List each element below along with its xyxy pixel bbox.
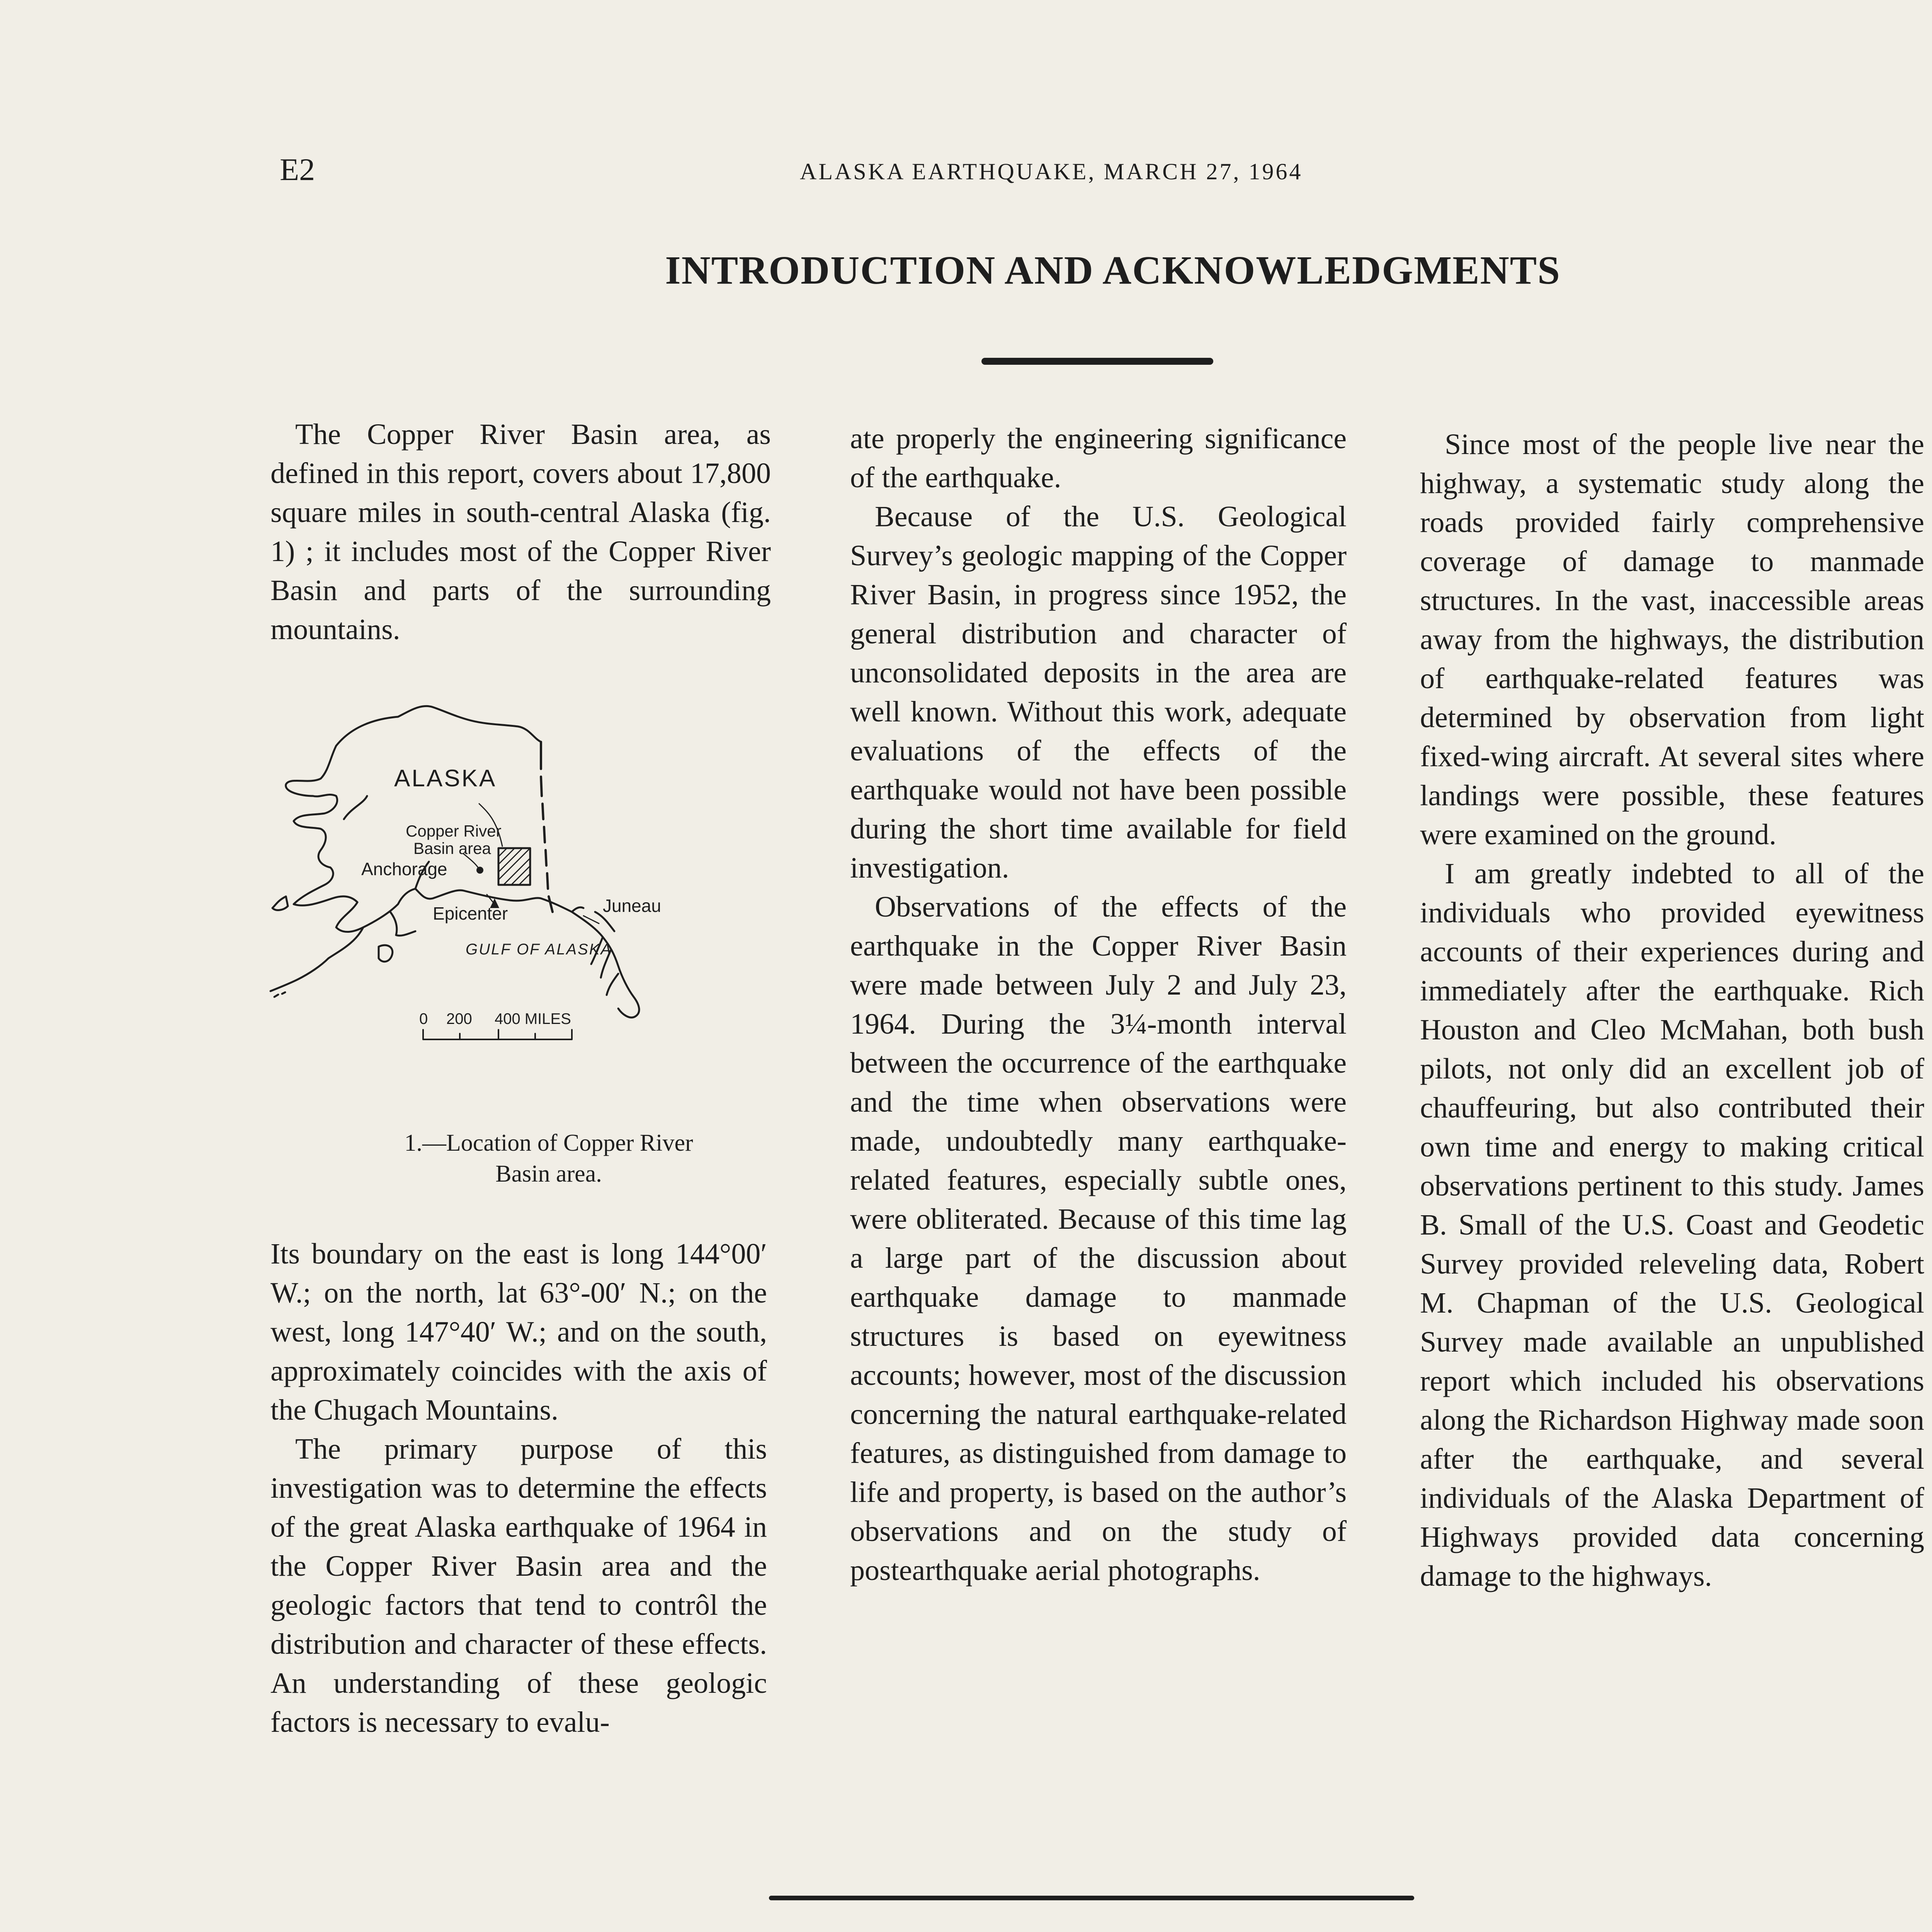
map-label-anchorage: Anchorage	[361, 859, 447, 879]
map-label-alaska: ALASKA	[394, 765, 497, 792]
title-rule	[981, 358, 1213, 365]
map-label-basin-line1: Copper River	[406, 822, 502, 840]
figure-caption	[294, 1128, 804, 1189]
scale-bar	[423, 1030, 572, 1039]
intro-column-2	[850, 419, 1347, 1590]
canada-border	[541, 742, 553, 912]
caption-line2: Basin area.	[495, 1161, 602, 1187]
figure-location-map	[263, 680, 781, 1097]
alaska-west-coast	[286, 746, 363, 932]
paragraph: I am greatly indebted to all of the individuals who provided eyewitness accounts of their experiences during and immediately after the earthquake. Rich Houston and Cleo McMahan, both bush pilots, not only did an excellent job of chauffeuring, but also contributed their own time and energy to making critical observations pertinent to this study. James B. Small of the U.S. Coast and Geodetic Survey provided releveling data, Robert M. Chapman of the U.S. Geological Survey made available an unpublished report which included his observations along the Richardson Highway made soon after the earthquake, and several individuals of the Alaska Department of Highways provided data concerning damage to the highways.	[1420, 857, 1924, 1592]
anchorage-marker	[476, 867, 483, 874]
paragraph: The primary purpose of this investigation was to determine the effects of the great Alaska earthquake of 1964 in the Copper River Basin area and the geologic factors that tend to contrôl the distribution and character of these effects. An understanding of these geologic factors is necessary to evalu-	[270, 1433, 767, 1738]
intro-column-1-top	[270, 415, 771, 649]
paragraph: Because of the U.S. Geological Survey’s geologic mapping of the Copper River Basin, in progress since 1952, the general distribution and character of unconsolidated deposits in the area are well known. Without this work, adequate evaluations of the effects of the earthquake would not have been possible during the short time available for field investigation.	[850, 500, 1347, 884]
map-label-gulf: GULF OF ALASKA	[466, 941, 612, 958]
scale-label-200: 200	[446, 1010, 472, 1027]
caption-line1: 1.—Location of Copper River	[404, 1130, 693, 1156]
alaska-peninsula	[270, 927, 363, 991]
paragraph: Its boundary on the east is long 144°00′ W.; on the north, lat 63°-00′ N.; on the west, long 147°40′ W.; and on the south, approximately coincides with the axis of the Chugach Mountains.	[270, 1238, 767, 1426]
section-divider-rule	[769, 1896, 1414, 1900]
paragraph: Observations of the effects of the earthquake in the Copper River Basin were made between July 2 and July 23, 1964. During the 3¼-month interval between the occurrence of the earthquake and the time when observations were made, undoubtedly many earthquake-related features, especially subtle ones, were obliterated. Because of this time lag a large part of the discussion about earthquake damage to manmade structures is based on eyewitness accounts; however, most of the discussion concerning the natural earthquake-related features, as distinguished from damage to life and property, is based on the author’s observations and on the study of postearthquake aerial photographs.	[850, 891, 1347, 1587]
paragraph: Since most of the people live near the highway, a systematic study along the roads provided fairly comprehensive coverage of damage to manmade structures. In the vast, inaccessible areas away from the highways, the distribution of earthquake-related features was determined by observation from light fixed-wing aircraft. At several sites where landings were possible, these features were examined on the ground.	[1420, 428, 1924, 851]
map-label-juneau: Juneau	[603, 896, 661, 916]
running-title: ALASKA EARTHQUAKE, MARCH 27, 1964	[800, 159, 1303, 184]
paragraph: The Copper River Basin area, as defined in this report, covers about 17,800 square miles in south-central Alaska (fig. 1) ; it includes most of the Copper River Basin and parts of the surrounding mountains.	[270, 418, 771, 646]
map-label-epicenter: Epicenter	[433, 903, 508, 923]
intro-column-3	[1420, 425, 1924, 1596]
map-label-basin-line2: Basin area	[413, 839, 491, 857]
scale-label-0: 0	[419, 1010, 428, 1027]
section-title-introduction: INTRODUCTION AND ACKNOWLEDGMENTS	[665, 248, 1561, 293]
intro-column-1-bottom	[270, 1235, 767, 1742]
page-number: E2	[280, 152, 315, 187]
alaska-coastline	[336, 706, 541, 746]
scale-label-400: 400 MILES	[495, 1010, 571, 1027]
paragraph: ate properly the engineering significance of the earthquake.	[850, 422, 1347, 494]
